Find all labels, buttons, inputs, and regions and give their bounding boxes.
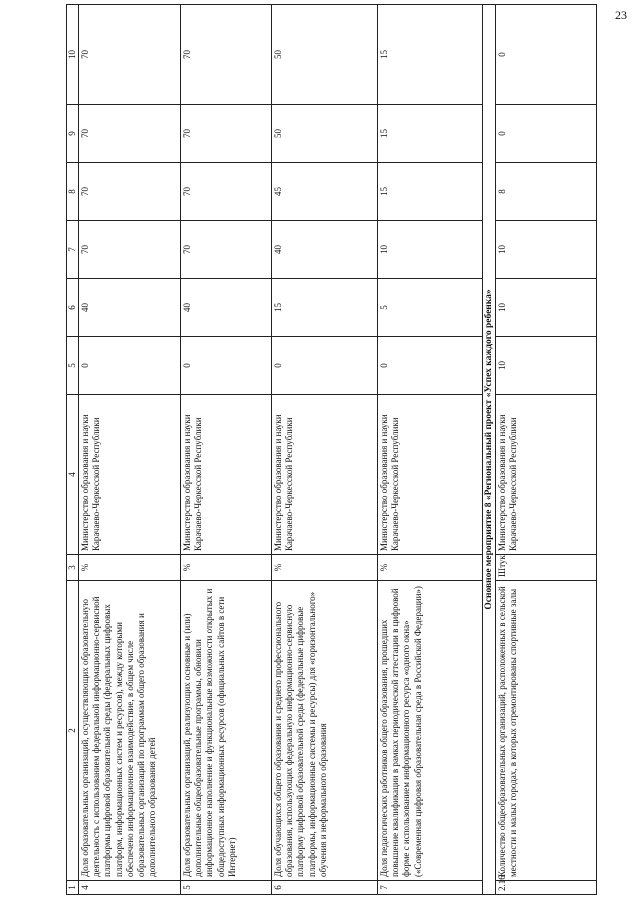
value: 70 (181, 5, 272, 105)
indicator-text: Доля обучающихся общего образования и среднего профессионального образования, использующих федеральную информационно-сервисную платформу цифровой образовательной среды (федеральные цифровые платформы, информационные системы и ресурсы) для «горизонтального» обучения и неформального образования (272, 581, 378, 881)
value: 70 (79, 221, 181, 279)
column-number: 2 (67, 581, 79, 881)
column-number: 6 (67, 279, 79, 337)
column-number-row (67, 5, 79, 895)
column-number: 7 (67, 221, 79, 279)
column-number: 10 (67, 5, 79, 105)
indicator-text: Количество общеобразовательных организаций, расположенных в сельской местности и малых городах, в которых отремонтированы спортивные залы (496, 581, 597, 881)
table-row (181, 5, 272, 895)
value: 40 (272, 221, 378, 279)
value: 10 (496, 337, 597, 395)
rotated-page (66, 5, 626, 895)
unit: % (272, 555, 378, 581)
value: 0 (496, 5, 597, 105)
unit: % (79, 555, 181, 581)
table-row (496, 5, 597, 895)
row-number: 4 (79, 881, 181, 895)
unit: Штук (496, 555, 597, 581)
value: 40 (79, 279, 181, 337)
value: 15 (378, 5, 483, 105)
value: 70 (181, 105, 272, 163)
executor: Министерство образования и науки Карачаево-Черкесской Республики (378, 395, 483, 555)
value: 50 (272, 5, 378, 105)
table-row (378, 5, 483, 895)
value: 5 (378, 279, 483, 337)
value: 0 (79, 337, 181, 395)
row-number: 7 (378, 881, 483, 895)
section-title: Основное мероприятие 8 «Региональный проект «Успех каждого ребенка» (483, 5, 496, 895)
unit: % (181, 555, 272, 581)
column-number: 8 (67, 163, 79, 221)
value: 70 (181, 221, 272, 279)
table-row (272, 5, 378, 895)
indicator-text: Доля педагогических работников общего образования, прошедших повышение квалификации в рамках периодической аттестации в цифровой форме с использованием информационного ресурса «одного окна» («Современная цифровая образовательная среда в Российской Федерации») (378, 581, 483, 881)
value: 70 (181, 163, 272, 221)
column-number: 3 (67, 555, 79, 581)
executor: Министерство образования и науки Карачаево-Черкесской Республики (496, 395, 597, 555)
row-number: 6 (272, 881, 378, 895)
column-number: 9 (67, 105, 79, 163)
value: 0 (378, 337, 483, 395)
executor: Министерство образования и науки Карачаево-Черкесской Республики (79, 395, 181, 555)
column-number: 5 (67, 337, 79, 395)
column-number: 1 (67, 881, 79, 895)
value: 0 (272, 337, 378, 395)
value: 0 (181, 337, 272, 395)
column-number: 4 (67, 395, 79, 555)
value: 10 (496, 221, 597, 279)
executor: Министерство образования и науки Карачаево-Черкесской Республики (272, 395, 378, 555)
value: 40 (181, 279, 272, 337)
value: 45 (272, 163, 378, 221)
section-header-row (483, 5, 496, 895)
value: 70 (79, 105, 181, 163)
indicator-text: Доля образовательных организаций, осуществляющих образовательную деятельность с использованием федеральной информационно-сервисной платформы цифровой образовательной среды (федеральных цифровых платформ, информационных систем и ресурсов), между которыми обеспечено информационное взаимодействие, в общем числе образовательных организаций по программам общего образования и дополнительного образования детей (79, 581, 181, 881)
value: 70 (79, 5, 181, 105)
value: 70 (79, 163, 181, 221)
row-number: 2.16 (496, 881, 597, 895)
executor: Министерство образования и науки Карачаево-Черкесской Республики (181, 395, 272, 555)
indicators-table (66, 4, 597, 895)
row-number: 5 (181, 881, 272, 895)
value: 15 (378, 105, 483, 163)
value: 15 (378, 163, 483, 221)
value: 0 (496, 105, 597, 163)
value: 8 (496, 163, 597, 221)
value: 15 (272, 279, 378, 337)
value: 10 (378, 221, 483, 279)
page-number: 23 (615, 8, 627, 22)
unit: % (378, 555, 483, 581)
value: 10 (496, 279, 597, 337)
value: 50 (272, 105, 378, 163)
indicator-text: Доля образовательных организаций, реализующих основные и (или) дополнительные общеобразовательные программы, обновили информационное наполнение и функциональные возможности открытых и общедоступных информационных ресурсов (официальных сайтов в сети Интернет) (181, 581, 272, 881)
table-row (79, 5, 181, 895)
